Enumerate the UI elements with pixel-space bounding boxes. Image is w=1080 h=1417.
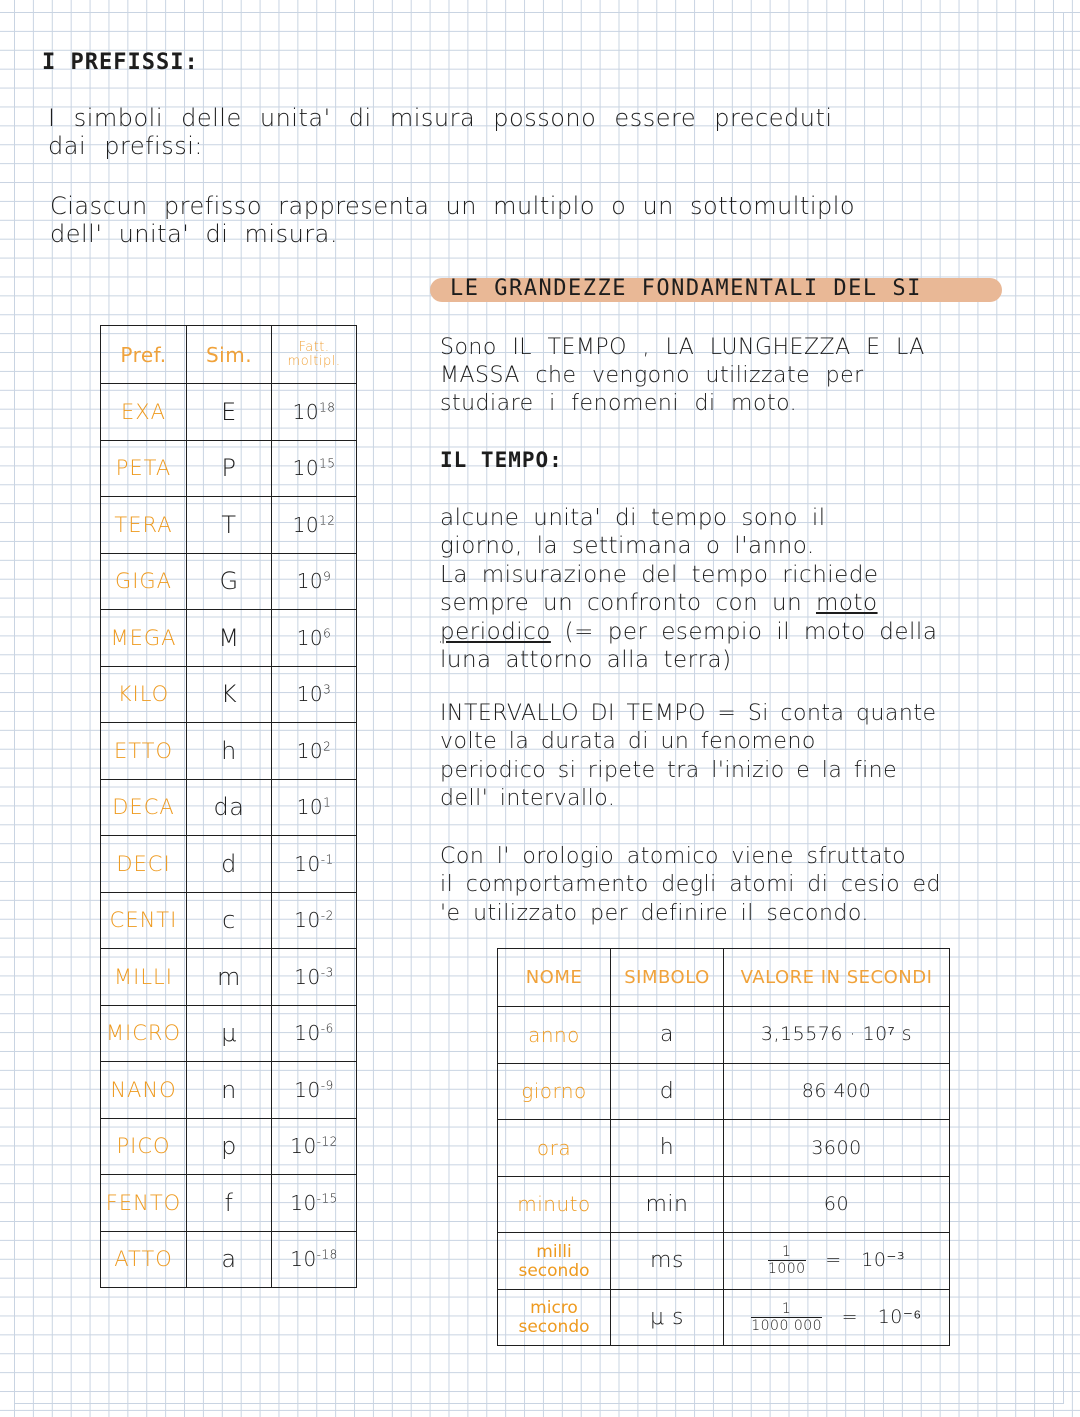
- time-row: [498, 1176, 950, 1233]
- prefix-factor: [272, 497, 357, 554]
- unit-name: giorno: [498, 1063, 611, 1120]
- prefix-factor: [272, 836, 357, 893]
- name-us-1: micro: [530, 1298, 578, 1319]
- prefix-row: [101, 440, 357, 497]
- intro-text-2: Ciascun prefisso rappresenta un multiplo o un sottomultiplo dell' unita' di misura.: [50, 192, 856, 248]
- unit-value: 3,15576 · 10⁷ s: [724, 1007, 950, 1064]
- unit-value: 3600: [724, 1120, 950, 1177]
- symbol-us: μ s: [611, 1289, 724, 1346]
- factor-base: 10: [296, 795, 324, 820]
- prefix-name: EXA: [101, 384, 187, 441]
- prefix-row: [101, 384, 357, 441]
- tempo-heading: IL TEMPO:: [440, 448, 563, 472]
- factor-exponent: -6: [320, 1021, 334, 1036]
- prefix-row: [101, 723, 357, 780]
- prefix-symbol: c: [187, 892, 272, 949]
- header-name: NOME: [498, 949, 611, 1007]
- tempo-text-part1: alcune unita' di tempo sono il giorno, la settimana o l'anno. La misurazione del tempo richiede sempre un confronto con un: [440, 505, 879, 617]
- unit-symbol: d: [611, 1063, 724, 1120]
- prefix-name: MILLI: [101, 949, 187, 1006]
- equals-us: =: [841, 1305, 859, 1328]
- factor-exponent: -2: [320, 908, 334, 923]
- result-us: 10⁻⁶: [877, 1305, 922, 1328]
- fraction-us-den: 1000 000: [751, 1317, 823, 1334]
- fraction-us: [751, 1301, 822, 1334]
- prefix-factor: [272, 1231, 357, 1288]
- prefix-name: TERA: [101, 497, 187, 554]
- tempo-text-part2: (= per esempio il moto della luna attorno alla terra): [440, 618, 938, 674]
- header-unit-symbol: SIMBOLO: [611, 949, 724, 1007]
- prefix-row: [101, 836, 357, 893]
- header-symbol: Sim.: [187, 326, 272, 384]
- prefix-row: [101, 610, 357, 667]
- factor-base: 10: [290, 1247, 317, 1272]
- unit-value: 60: [724, 1176, 950, 1233]
- prefix-name: FENTO: [101, 1175, 187, 1232]
- factor-base: 10: [294, 1077, 321, 1102]
- time-row: [498, 1120, 950, 1177]
- factor-exponent: -18: [316, 1247, 338, 1262]
- page-title: I PREFISSI:: [42, 50, 199, 75]
- fraction-us-num: 1: [751, 1301, 822, 1318]
- header-prefix: Pref.: [101, 326, 187, 384]
- fraction-ms-num: 1: [768, 1244, 806, 1261]
- fundamentals-heading: LE GRANDEZZE FONDAMENTALI DEL SI: [450, 276, 922, 301]
- time-table-header: [498, 949, 950, 1007]
- factor-base: 10: [294, 964, 321, 989]
- time-row: [498, 1063, 950, 1120]
- time-table-subunits: [498, 1233, 950, 1346]
- factor-base: 10: [296, 625, 324, 650]
- interval-text: INTERVALLO DI TEMPO = Si conta quante volte la durata di un fenomeno periodico si ripete tra l'inizio e la fine dell' intervallo.: [440, 701, 937, 812]
- prefix-row: [101, 779, 357, 836]
- prefix-factor: [272, 1175, 357, 1232]
- prefix-row: [101, 666, 357, 723]
- prefix-name: NANO: [101, 1062, 187, 1119]
- prefix-factor: [272, 779, 357, 836]
- factor-base: 10: [296, 682, 324, 707]
- prefix-name: ETTO: [101, 723, 187, 780]
- prefix-factor: [272, 553, 357, 610]
- prefix-factor: [272, 666, 357, 723]
- unit-symbol: h: [611, 1120, 724, 1177]
- time-table-body: [498, 1007, 950, 1233]
- prefix-symbol: da: [187, 779, 272, 836]
- factor-exponent: 1: [323, 795, 332, 810]
- prefix-symbol: p: [187, 1118, 272, 1175]
- unit-symbol: a: [611, 1007, 724, 1064]
- factor-base: 10: [292, 512, 320, 537]
- prefix-factor: [272, 610, 357, 667]
- prefix-row: [101, 497, 357, 554]
- prefix-symbol: K: [187, 666, 272, 723]
- fundamentals-text: Sono IL TEMPO , LA LUNGHEZZA E LA MASSA che vengono utilizzate per studiare i fenomeni di moto.: [440, 335, 925, 416]
- factor-exponent: -12: [316, 1134, 338, 1149]
- factor-exponent: 18: [319, 400, 336, 415]
- prefix-factor: [272, 440, 357, 497]
- prefix-symbol: h: [187, 723, 272, 780]
- cell-name-us: [498, 1289, 611, 1346]
- prefix-row: [101, 1118, 357, 1175]
- prefix-factor: [272, 892, 357, 949]
- prefix-name: MICRO: [101, 1005, 187, 1062]
- factor-exponent: 9: [323, 569, 332, 584]
- prefix-symbol: P: [187, 440, 272, 497]
- name-ms-1: milli: [536, 1241, 572, 1262]
- time-row-ms: [498, 1233, 950, 1290]
- factor-base: 10: [290, 1190, 317, 1215]
- prefix-symbol: m: [187, 949, 272, 1006]
- prefix-factor: [272, 1005, 357, 1062]
- factor-base: 10: [294, 851, 321, 876]
- equals-ms: =: [825, 1249, 842, 1272]
- unit-name: anno: [498, 1007, 611, 1064]
- prefix-name: DECA: [101, 779, 187, 836]
- prefix-name: KILO: [101, 666, 187, 723]
- prefix-row: [101, 1062, 357, 1119]
- prefix-symbol: μ: [187, 1005, 272, 1062]
- tempo-text-underlined: moto periodico: [440, 590, 878, 645]
- time-row: [498, 1007, 950, 1064]
- prefix-table-body: [101, 384, 357, 1288]
- factor-base: 10: [292, 456, 320, 481]
- prefix-symbol: f: [187, 1175, 272, 1232]
- tempo-text: [440, 504, 1040, 674]
- prefix-name: GIGA: [101, 553, 187, 610]
- prefix-symbol: M: [187, 610, 272, 667]
- prefix-factor: [272, 723, 357, 780]
- prefix-row: [101, 553, 357, 610]
- prefix-symbol: n: [187, 1062, 272, 1119]
- prefix-factor: [272, 1118, 357, 1175]
- prefix-table-header: [101, 326, 357, 384]
- value-us: [724, 1289, 950, 1346]
- prefix-factor: [272, 1062, 357, 1119]
- prefix-name: CENTI: [101, 892, 187, 949]
- symbol-ms: ms: [611, 1233, 724, 1290]
- prefix-row: [101, 1005, 357, 1062]
- time-units-table: [497, 948, 950, 1346]
- unit-value: 86 400: [724, 1063, 950, 1120]
- factor-exponent: -3: [320, 965, 334, 980]
- prefix-symbol: G: [187, 553, 272, 610]
- factor-base: 10: [296, 738, 324, 763]
- unit-symbol: min: [611, 1176, 724, 1233]
- prefix-symbol: T: [187, 497, 272, 554]
- factor-exponent: 6: [323, 626, 332, 641]
- unit-name: minuto: [498, 1176, 611, 1233]
- prefix-symbol: E: [187, 384, 272, 441]
- value-ms: [724, 1233, 950, 1290]
- result-ms: 10⁻³: [861, 1249, 906, 1272]
- intro-text-1: I simboli delle unita' di misura possono essere preceduti dai prefissi:: [48, 104, 833, 160]
- time-row-us: [498, 1289, 950, 1346]
- prefix-name: ATTO: [101, 1231, 187, 1288]
- prefix-name: PICO: [101, 1118, 187, 1175]
- cell-name-ms: [498, 1233, 611, 1290]
- header-value: VALORE IN SECONDI: [724, 949, 950, 1007]
- prefix-row: [101, 892, 357, 949]
- prefix-symbol: d: [187, 836, 272, 893]
- header-factor-label: Fatt. moltipl.: [287, 339, 341, 369]
- prefix-factor: [272, 949, 357, 1006]
- prefix-symbol: a: [187, 1231, 272, 1288]
- name-us-2: secondo: [518, 1317, 590, 1338]
- factor-base: 10: [294, 908, 321, 933]
- name-ms-2: secondo: [518, 1260, 590, 1281]
- factor-base: 10: [290, 1134, 317, 1159]
- unit-name: ora: [498, 1120, 611, 1177]
- prefix-factor: [272, 384, 357, 441]
- prefix-row: [101, 1231, 357, 1288]
- factor-exponent: -1: [320, 852, 334, 867]
- prefix-row: [101, 1175, 357, 1232]
- header-factor: [272, 326, 357, 384]
- factor-base: 10: [292, 399, 320, 424]
- prefix-name: DECI: [101, 836, 187, 893]
- prefix-name: MEGA: [101, 610, 187, 667]
- prefix-table: [100, 325, 357, 1288]
- factor-base: 10: [296, 569, 324, 594]
- fraction-ms-den: 1000: [767, 1261, 806, 1278]
- atomic-clock-text: Con l' orologio atomico viene sfruttato il comportamento degli atomi di cesio ed 'e utilizzato per definire il secondo.: [440, 844, 942, 926]
- prefix-name: PETA: [101, 440, 187, 497]
- factor-exponent: 15: [319, 456, 336, 471]
- factor-exponent: 3: [323, 682, 332, 697]
- factor-exponent: 2: [323, 739, 332, 754]
- factor-exponent: -15: [316, 1191, 338, 1206]
- factor-base: 10: [294, 1021, 321, 1046]
- fraction-ms: [768, 1244, 806, 1277]
- factor-exponent: 12: [319, 513, 336, 528]
- factor-exponent: -9: [320, 1078, 334, 1093]
- prefix-row: [101, 949, 357, 1006]
